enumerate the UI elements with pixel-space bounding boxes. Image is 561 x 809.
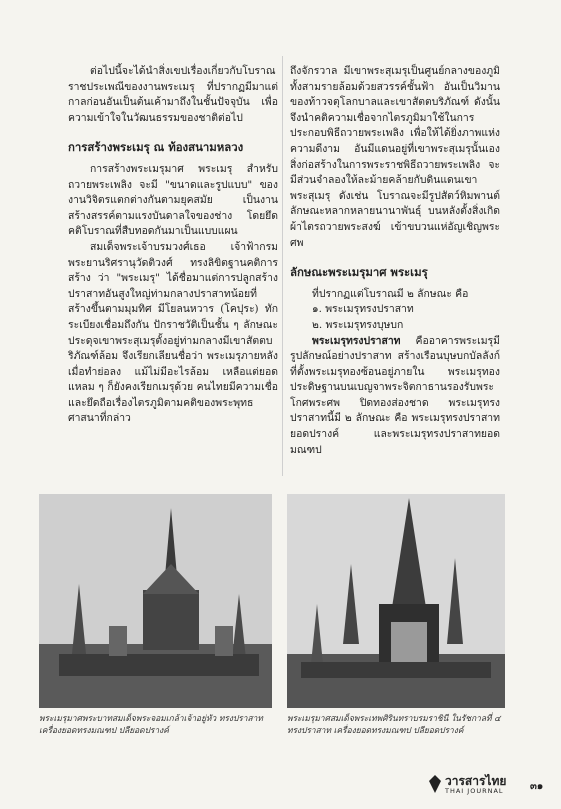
list-item-prasat: ๑. พระเมรุทรงปราสาท <box>312 303 414 316</box>
journal-emblem-icon <box>428 774 442 794</box>
column-divider <box>282 56 283 476</box>
construction-paragraph-2: สมเด็จพระเจ้าบรมวงศ์เธอ เจ้าฟ้ากรมพระยานริศรานุวัดติวงศ์ ทรงลิขิตฐานคติการสร้าง ว่า "พระเมรุ" ได้ชื่อมาแต่การปลูกสร้างปราสาทอันสูงใหญ่ท่ามกลางปราสาทน้อยที่สร้างขึ้นตามมุมทิศ มีโยลนหวาร (โคปุระ) ทักระเบียงเชื่อมถึงกัน ปักราชวัติเป็นชั้น ๆ ลักษณะประดุจเขาพระสุเมรุตั้งอยู่ท่ามกลางมีเขาสัตตบริภัณฑ์ล้อม จึงเรียกเลียนชื่อว่า พระเมรุภายหลังเมื่อทำย่อลง แม้ไม่มีอะไรล้อม เหลือแต่ยอดแหลม ๆ ก็ยังคงเรียกเมรุด้วย คนไทยมีความเชื่อและยึดถือเรื่องไตรภูมิตามคติของพระพุทธศาสนาที่กล่าว <box>68 240 278 425</box>
royal-crematorium-illustration <box>287 494 505 708</box>
intro-paragraph: ต่อไปนี้จะได้นำสิ่งเขปเรื่องเกี่ยวกับโบราณราชประเพณีของงานพระเมรุ ที่ปรากฏมีมาแต่กาลก่อนอันเป็นต้นเค้ามาถึงในชั้นปัจจุบัน เพื่อความเข้าใจในวัฒนธรรมของชาติต่อไป <box>68 65 278 124</box>
prasat-paragraph <box>290 334 500 459</box>
left-text-column <box>68 64 278 427</box>
prasat-lead-term: พระเมรุทรงปราสาท <box>312 334 401 347</box>
page-number: ๓๑ <box>530 781 544 792</box>
photo-phra-meru-rama4 <box>39 494 272 708</box>
photo-phra-meru-queen-rama4 <box>287 494 505 708</box>
cosmology-paragraph: ถึงจักรวาล มีเขาพระสุเมรุเป็นศูนย์กลางของภูมิทั้งสามรายล้อมด้วยสวรรค์ชั้นฟ้า อันเป็นวิมานของท้าวจตุโลกบาลและเขาสัตตบริภัณฑ์ ดังนั้น จึงนำคติความเชื่อจากไตรภูมิมาใช้ในการประกอบพิธีถวายพระเพลิง เพื่อให้ได้ยิ่งภาพแห่งความดีงาม อันมีแดนอยู่ที่เขาพระสุเมรุนั้นเอง สิ่งก่อสร้างในการพระราชพิธีถวายพระเพลิง จะมีส่วนจำลองให้ละม้ายคล้ายกับดินแดนเขาพระสุเมรุ ดังเช่น โบราณจะมีรูปสัตว์หิมพานต์ลักษณะหลากหลายนานาพันธุ์ บนหลังตั้งสิ่งเกิดผ้าไตรถวายพระสงฆ์ เข้าขบวนแห่อัญเชิญพระศพ <box>290 65 500 249</box>
caption-right-photo: พระเมรุมาศสมเด็จพระเทพศิรินทราบรมราชินี ในรัชกาลที่ ๔ ทรงปราสาท เครื่องยอดทรงมณฑป ปลียอดปรางค์ <box>287 713 501 735</box>
journal-logo-text: วารสารไทย <box>445 774 507 788</box>
prasat-description: คืออาคารพระเมรุมีรูปลักษณ์อย่างปราสาท สร้างเรือนบุษบกบัลลังก์ที่ตั้งพระเมรุทองซ้อนอยู่ภายใน พระเมรุทองประดิษฐานบนเบญจาพระจิตกาธานรองรับพระโกศพระศพ ปิดทองส่องชาด พระเมรุทรงปราสาทนี้มี ๒ ลักษณะ คือ พระเมรุทรงปราสาทยอดปรางค์ และพระเมรุทรงปราสาทยอดมณฑป <box>290 334 500 456</box>
royal-crematorium-illustration <box>39 494 272 708</box>
construction-paragraph-1: การสร้างพระเมรุมาศ พระเมรุ สำหรับถวายพระเพลิง จะมี "ขนาดและรูปแบบ" ของงานวิจิตรแตกต่างกันตามยุคสมัย เป็นงานสร้างสรรค์ตามแรงบันดาลใจของช่าง โดยยึดคติโบราณที่สืบทอดกันมาเป็นแบบแผน <box>68 162 278 238</box>
section-heading-construction: การสร้างพระเมรุ ณ ท้องสนามหลวง <box>68 140 244 155</box>
section-heading-characteristics: ลักษณะพระเมรุมาศ พระเมรุ <box>290 265 428 280</box>
caption-left-photo: พระเมรุมาศพระบาทสมเด็จพระจอมเกล้าเจ้าอยู่หัว ทรงปราสาทเครื่องยอดทรงมณฑป ปลียอดปรางค์ <box>39 713 263 735</box>
characteristics-intro: ที่ปรากฏแต่โบราณมี ๒ ลักษณะ คือ <box>312 287 469 300</box>
right-text-column <box>290 64 500 458</box>
list-item-busabok: ๒. พระเมรุทรงบุษบก <box>312 318 404 331</box>
journal-logo-subtitle: THAI JOURNAL <box>445 787 504 795</box>
journal-logo <box>428 772 524 800</box>
